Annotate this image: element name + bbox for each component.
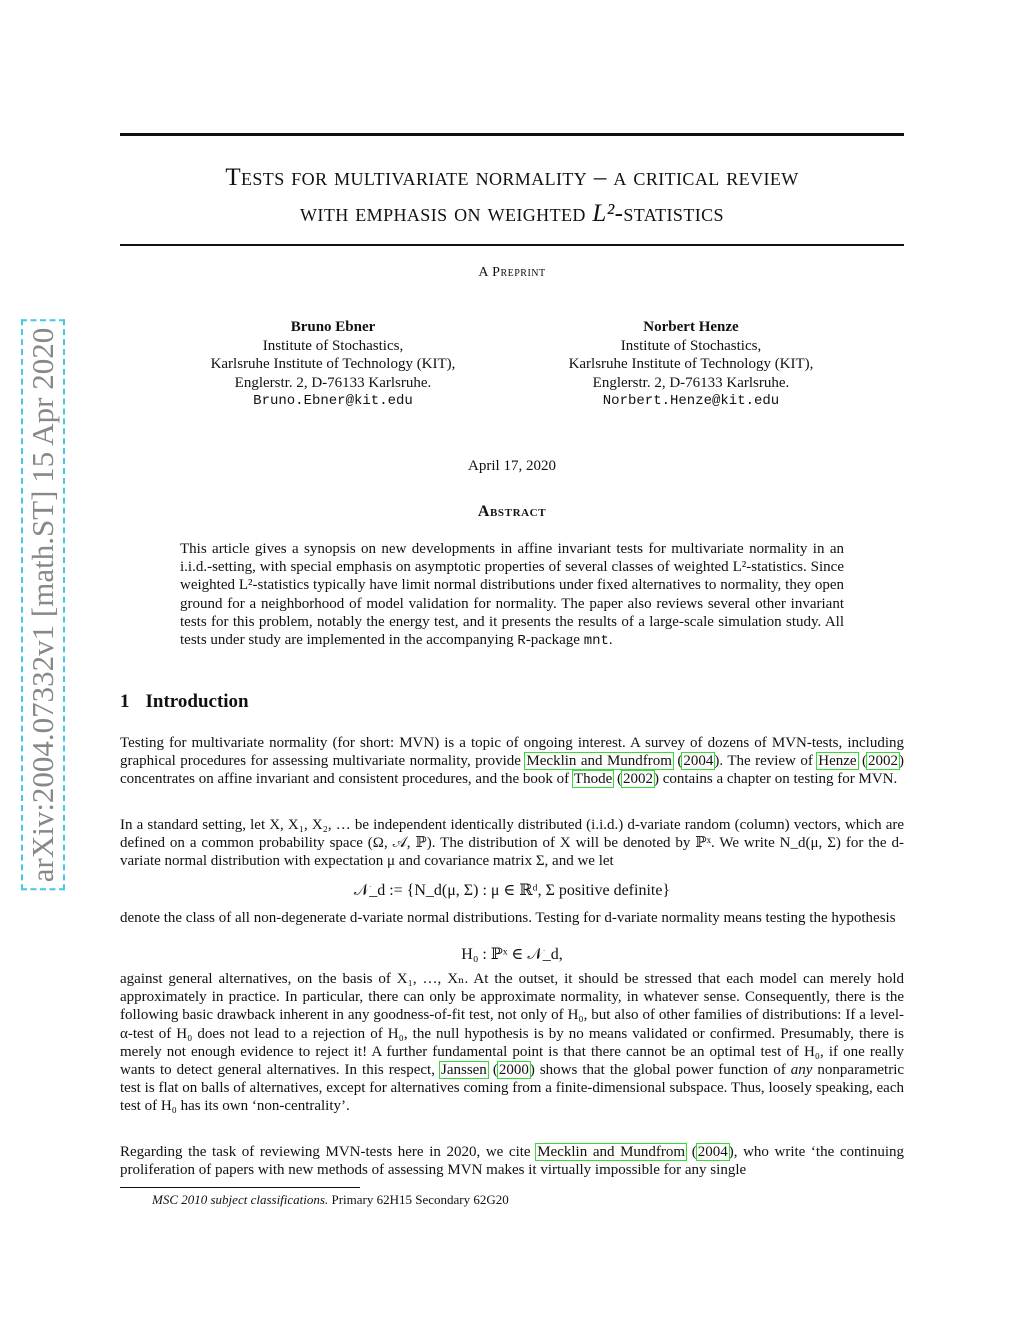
- arxiv-sidebar: [0, 0, 64, 1325]
- footnote-label: MSC 2010 subject classifications.: [152, 1192, 329, 1207]
- title-line-2: with emphasis on weighted L²-statistics: [300, 200, 724, 227]
- section-heading: [120, 691, 249, 713]
- intro-paragraph-3: denote the class of all non-degenerate d-variate normal distributions. Testing for d-variate normality means testing the hypothesis: [120, 910, 896, 926]
- author-name: Norbert Henze: [643, 319, 739, 335]
- intro-paragraph-5: Regarding the task of reviewing MVN-tests here in 2020, we cite Mecklin and Mundfrom (2004), who write ‘the continuing proliferation of papers with new methods of assessing MVN makes it virtually impossible for any single: [120, 1144, 905, 1179]
- abstract-body: This article gives a synopsis on new developments in affine invariant tests for multivariate normality in an i.i.d.-setting, with special emphasis on asymptotic properties of several classes of weighted L²-statistics. Since weighted L²-statistics typically have limit normal distributions under fixed alternatives to normality, they open ground for a neighborhood of model validation for normality. The paper also reviews several other invariant tests for this problem, notably the energy test, and it presents the results of a large-scale simulation study. All tests under study are implemented in the accompanying R-package mnt.: [180, 541, 844, 650]
- citation-link[interactable]: Henze: [818, 753, 857, 770]
- intro-paragraph-2: In a standard setting, let X, X₁, X₂, … be independent identically distributed (i.i.d.) d-variate random (column) vectors, which are defined on a common probability space (Ω, 𝒜, ℙ). The distribution of X will be denoted by ℙˣ. We write N_d(μ, Σ) for the d-variate normal distribution with expectation μ and covariance matrix Σ, and we let: [120, 817, 904, 870]
- package-name: mnt: [583, 633, 609, 650]
- intro-paragraph-1: Testing for multivariate normality (for short: MVN) is a topic of ongoing interest. A survey of dozens of MVN-tests, including graphical procedures for assessing multivariate normality, provide Mecklin and Mundfrom (2004). The review of Henze (2002) concentrates on affine invariant and consistent procedures, and the book of Thode (2002) contains a chapter on testing for MVN.: [120, 735, 905, 788]
- citation-year-link[interactable]: 2002: [868, 753, 899, 770]
- equation-normal-class: 𝒩_d := {N_d(μ, Σ) : μ ∈ ℝᵈ, Σ positive definite}: [353, 882, 671, 899]
- author-email[interactable]: Bruno.Ebner@kit.edu: [253, 393, 413, 409]
- footnote-rule: [120, 1187, 360, 1188]
- author-email[interactable]: Norbert.Henze@kit.edu: [602, 393, 780, 409]
- author-affiliation: Institute of Stochastics,: [262, 337, 404, 354]
- abstract-heading: Abstract: [477, 503, 547, 520]
- intro-paragraph-4: against general alternatives, on the basis of X₁, …, Xₙ. At the outset, it should be stressed that each model can merely hold approximately in practice. In particular, there can only be approximate normality, in whatever sense. Consequently, there is the following basic drawback inherent in any goodness-of-fit test, not only of H₀, but also of other families of distributions: If a level-α-test of H₀ does not lead to a rejection of H₀, the null hypothesis is by no means validated or confirmed. Presumably, there is merely not enough evidence to reject it! A further fundamental point is that there cannot be an optimal test of H₀, if one really wants to detect general alternatives. In this respect, Janssen (2000) shows that the global power function of any nonparametric test is flat on balls of alternatives, except for alternatives coming from a finite-dimensional subspace. Thus, loosely speaking, each test of H₀ has its own ‘non-centrality’.: [120, 971, 905, 1115]
- citation-link[interactable]: Mecklin and Mundfrom: [537, 1144, 686, 1160]
- author-block-2: [521, 318, 861, 411]
- citation-year-link[interactable]: 2004: [683, 753, 714, 770]
- title-line-1: Tests for multivariate normality – a critical review: [225, 164, 799, 191]
- section-title: Introduction: [145, 691, 249, 712]
- citation-link[interactable]: Mecklin and Mundfrom: [526, 753, 672, 770]
- equation-hypothesis: H₀ : ℙˣ ∈ 𝒩_d,: [461, 946, 563, 963]
- paper-title: [120, 160, 904, 232]
- citation-link[interactable]: Thode: [573, 771, 613, 788]
- author-address: Englerstr. 2, D-76133 Karlsruhe.: [592, 374, 790, 391]
- title-bottom-rule: [120, 244, 904, 246]
- citation-year-link[interactable]: 2004: [697, 1144, 728, 1160]
- paper-date: April 17, 2020: [468, 458, 556, 474]
- footnote: [152, 1192, 509, 1208]
- author-institution: Karlsruhe Institute of Technology (KIT),: [568, 356, 814, 372]
- preprint-label: A Preprint: [478, 265, 546, 280]
- citation-year-link[interactable]: 2002: [622, 771, 653, 788]
- title-math: L²: [592, 200, 615, 227]
- footnote-text: Primary 62H15 Secondary 62G20: [331, 1192, 509, 1207]
- citation-year-link[interactable]: 2000: [498, 1062, 529, 1079]
- title-top-rule: [120, 133, 904, 136]
- section-number: 1: [120, 691, 130, 712]
- citation-link[interactable]: Janssen: [440, 1062, 487, 1079]
- author-name: Bruno Ebner: [290, 319, 376, 335]
- arxiv-id-stamp[interactable]: arXiv:2004.07332v1 [math.ST] 15 Apr 2020: [21, 320, 65, 891]
- r-label: R: [517, 633, 526, 650]
- emphasis-any: any: [790, 1062, 813, 1079]
- author-block-1: [163, 318, 503, 411]
- author-institution: Karlsruhe Institute of Technology (KIT),: [210, 356, 456, 372]
- author-address: Englerstr. 2, D-76133 Karlsruhe.: [234, 374, 432, 391]
- author-affiliation: Institute of Stochastics,: [620, 337, 762, 354]
